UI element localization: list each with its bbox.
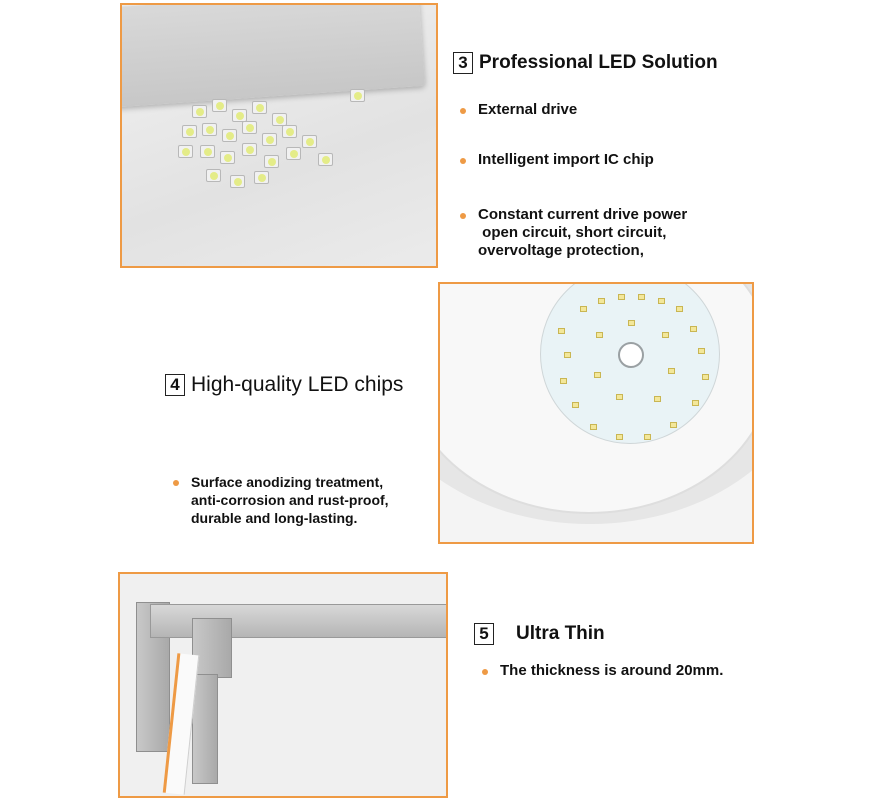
section-number-5: 5	[474, 623, 494, 645]
section-number-3: 3	[453, 52, 473, 74]
led-chip	[230, 175, 245, 188]
bullet-text: Constant current drive power open circuit, short circuit, overvoltage protection,	[478, 206, 688, 259]
led-chip	[670, 422, 677, 428]
led-chip	[676, 306, 683, 312]
section-number-4: 4	[165, 374, 185, 396]
bullet-item	[460, 151, 654, 169]
led-chip	[594, 372, 601, 378]
led-chip	[192, 105, 207, 118]
caliper-slider	[192, 618, 232, 678]
led-chip	[202, 123, 217, 136]
bullet-text: The thickness is around 20mm.	[500, 662, 724, 679]
led-chip	[254, 171, 269, 184]
led-driver-box	[120, 3, 425, 108]
led-chip	[182, 125, 197, 138]
led-chip	[668, 368, 675, 374]
led-chip	[698, 348, 705, 354]
led-chip	[628, 320, 635, 326]
led-chip	[558, 328, 565, 334]
bullet-dot-icon	[460, 213, 466, 219]
led-chip	[596, 332, 603, 338]
led-chip	[200, 145, 215, 158]
led-chip	[242, 143, 257, 156]
caliper-moving-jaw	[192, 674, 218, 784]
led-chip	[702, 374, 709, 380]
led-chip	[580, 306, 587, 312]
led-chip	[616, 394, 623, 400]
led-chip	[286, 147, 301, 160]
section-title-3: Professional LED Solution	[479, 52, 718, 73]
bullet-item	[482, 662, 723, 680]
led-chip	[220, 151, 235, 164]
led-chip	[252, 101, 267, 114]
led-chip	[564, 352, 571, 358]
section-title-4: High-quality LED chips	[191, 373, 404, 396]
led-chip	[212, 99, 227, 112]
led-chip	[572, 402, 579, 408]
section-heading-3	[453, 52, 718, 74]
led-chip	[590, 424, 597, 430]
led-chip	[178, 145, 193, 158]
led-chip	[262, 133, 277, 146]
led-chip	[616, 434, 623, 440]
caliper-thickness-photo	[118, 572, 448, 798]
led-chip	[242, 121, 257, 134]
bullet-text: External drive	[478, 101, 578, 118]
led-chip	[302, 135, 317, 148]
led-chip	[692, 400, 699, 406]
led-chip	[222, 129, 237, 142]
bullet-item	[173, 473, 389, 527]
cable-hole	[618, 342, 644, 368]
section-heading-4	[165, 373, 403, 397]
led-chip	[618, 294, 625, 300]
led-chip	[598, 298, 605, 304]
bullet-dot-icon	[173, 480, 179, 486]
led-chip	[644, 434, 651, 440]
led-chip	[560, 378, 567, 384]
bullet-dot-icon	[460, 158, 466, 164]
led-chip	[318, 153, 333, 166]
led-chip	[264, 155, 279, 168]
section-title-5: Ultra Thin	[516, 623, 605, 644]
bullet-text: Intelligent import IC chip	[478, 151, 654, 168]
led-chip	[654, 396, 661, 402]
bullet-item	[460, 101, 577, 119]
bullet-dot-icon	[460, 108, 466, 114]
bullet-dot-icon	[482, 669, 488, 675]
led-chip	[658, 298, 665, 304]
section-heading-5	[474, 623, 605, 645]
led-chip	[206, 169, 221, 182]
led-driver-and-chips-photo	[120, 3, 438, 268]
led-chip	[690, 326, 697, 332]
bullet-item	[460, 206, 687, 260]
led-chip	[638, 294, 645, 300]
led-chip	[282, 125, 297, 138]
downlight-led-board-photo	[438, 282, 754, 544]
led-chip	[662, 332, 669, 338]
led-chip	[350, 89, 365, 102]
bullet-text: Surface anodizing treatment, anti-corrosion and rust-proof, durable and long-lasting.	[191, 474, 389, 526]
